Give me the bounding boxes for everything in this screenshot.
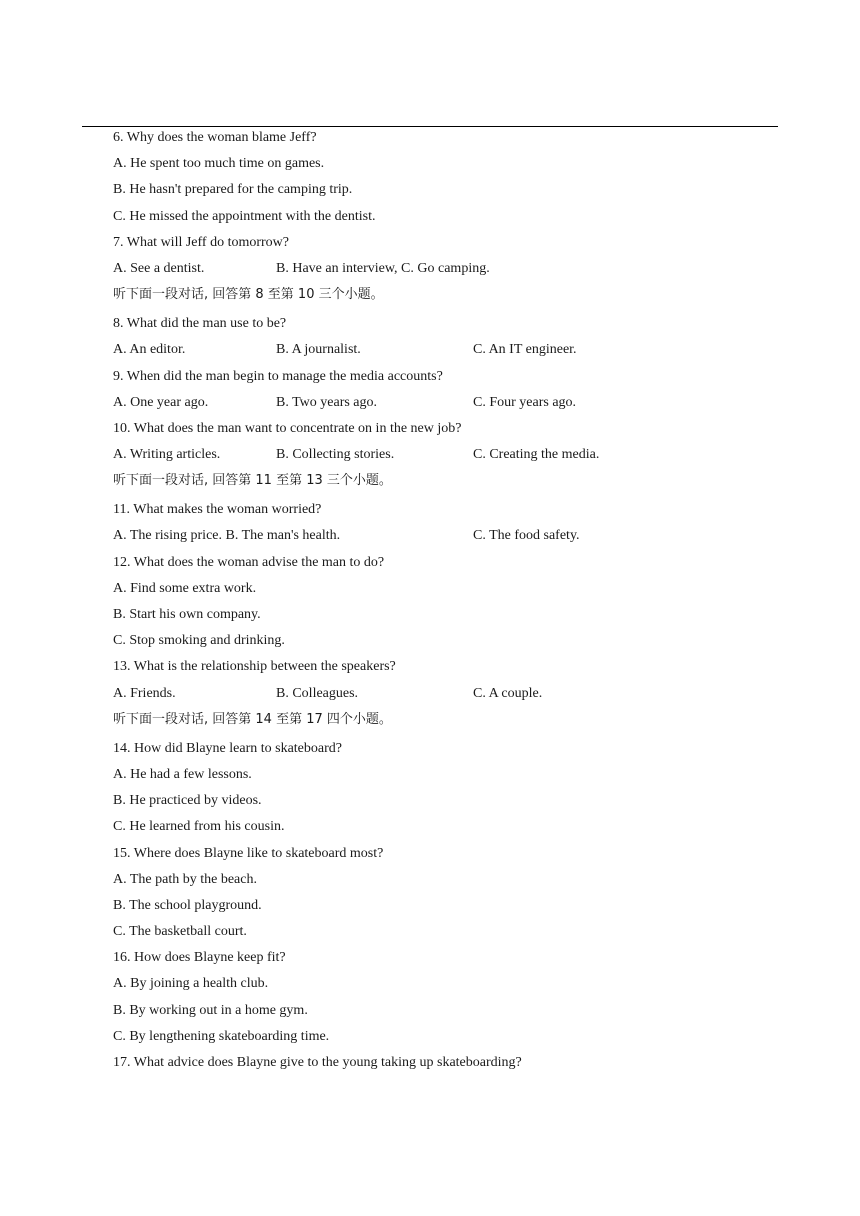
question-7: 7. What will Jeff do tomorrow? <box>113 234 290 250</box>
q14-option-b: B. He practiced by videos. <box>113 793 262 809</box>
q6-option-b: B. He hasn't prepared for the camping trip. <box>113 182 353 198</box>
question-15: 15. Where does Blayne like to skateboard most? <box>113 845 384 861</box>
q9-options <box>113 393 773 419</box>
q16-option-b: B. By working out in a home gym. <box>113 1002 308 1018</box>
q15-option-b: B. The school playground. <box>113 897 262 913</box>
q10-options <box>113 445 773 471</box>
q13-options <box>113 684 773 710</box>
q7-option-bc: B. Have an interview, C. Go camping. <box>276 260 490 276</box>
q13-option-c: C. A couple. <box>473 685 543 701</box>
q8-option-b: B. A journalist. <box>276 342 361 358</box>
question-10: 10. What does the man want to concentrate on in the new job? <box>113 420 462 436</box>
q15-option-c: C. The basketball court. <box>113 924 247 940</box>
q8-options <box>113 340 773 366</box>
q9-option-b: B. Two years ago. <box>276 394 378 410</box>
instruction-8-10: 听下面一段对话, 回答第 8 至第 10 三个小题。 <box>113 287 384 303</box>
q10-option-a: A. Writing articles. <box>113 447 221 463</box>
q8-option-c: C. An IT engineer. <box>473 342 577 358</box>
question-12: 12. What does the woman advise the man to do? <box>113 554 385 570</box>
question-6: 6. Why does the woman blame Jeff? <box>113 130 317 145</box>
instruction-14-17: 听下面一段对话, 回答第 14 至第 17 四个小题。 <box>113 711 392 727</box>
q9-option-c: C. Four years ago. <box>473 394 577 410</box>
q15-option-a: A. The path by the beach. <box>113 871 257 887</box>
q11-option-ab: A. The rising price. B. The man's health. <box>113 528 341 544</box>
question-17: 17. What advice does Blayne give to the young taking up skateboarding? <box>113 1055 522 1070</box>
question-14: 14. How did Blayne learn to skateboard? <box>113 740 342 756</box>
question-9: 9. When did the man begin to manage the media accounts? <box>113 368 443 384</box>
q12-option-c: C. Stop smoking and drinking. <box>113 633 285 649</box>
q13-option-b: B. Colleagues. <box>276 685 359 701</box>
instruction-11-13: 听下面一段对话, 回答第 11 至第 13 三个小题。 <box>113 473 392 489</box>
exam-page-content <box>113 128 773 1079</box>
q7-options <box>113 259 773 285</box>
question-11: 11. What makes the woman worried? <box>113 502 322 518</box>
q16-option-c: C. By lengthening skateboarding time. <box>113 1028 330 1044</box>
q12-option-a: A. Find some extra work. <box>113 580 257 596</box>
header-rule <box>82 126 778 127</box>
q10-option-c: C. Creating the media. <box>473 447 600 463</box>
q13-option-a: A. Friends. <box>113 685 176 701</box>
q7-option-a: A. See a dentist. <box>113 260 205 276</box>
q11-options <box>113 526 773 552</box>
q6-option-a: A. He spent too much time on games. <box>113 156 325 172</box>
question-8: 8. What did the man use to be? <box>113 316 287 332</box>
q16-option-a: A. By joining a health club. <box>113 976 269 992</box>
question-13: 13. What is the relationship between the speakers? <box>113 659 396 675</box>
q6-option-c: C. He missed the appointment with the dentist. <box>113 208 376 224</box>
question-16: 16. How does Blayne keep fit? <box>113 950 286 966</box>
q12-option-b: B. Start his own company. <box>113 607 261 622</box>
q11-option-c: C. The food safety. <box>473 528 580 544</box>
q8-option-a: A. An editor. <box>113 342 186 358</box>
q9-option-a: A. One year ago. <box>113 394 209 410</box>
q14-option-a: A. He had a few lessons. <box>113 766 252 782</box>
q10-option-b: B. Collecting stories. <box>276 447 395 463</box>
q14-option-c: C. He learned from his cousin. <box>113 819 285 835</box>
